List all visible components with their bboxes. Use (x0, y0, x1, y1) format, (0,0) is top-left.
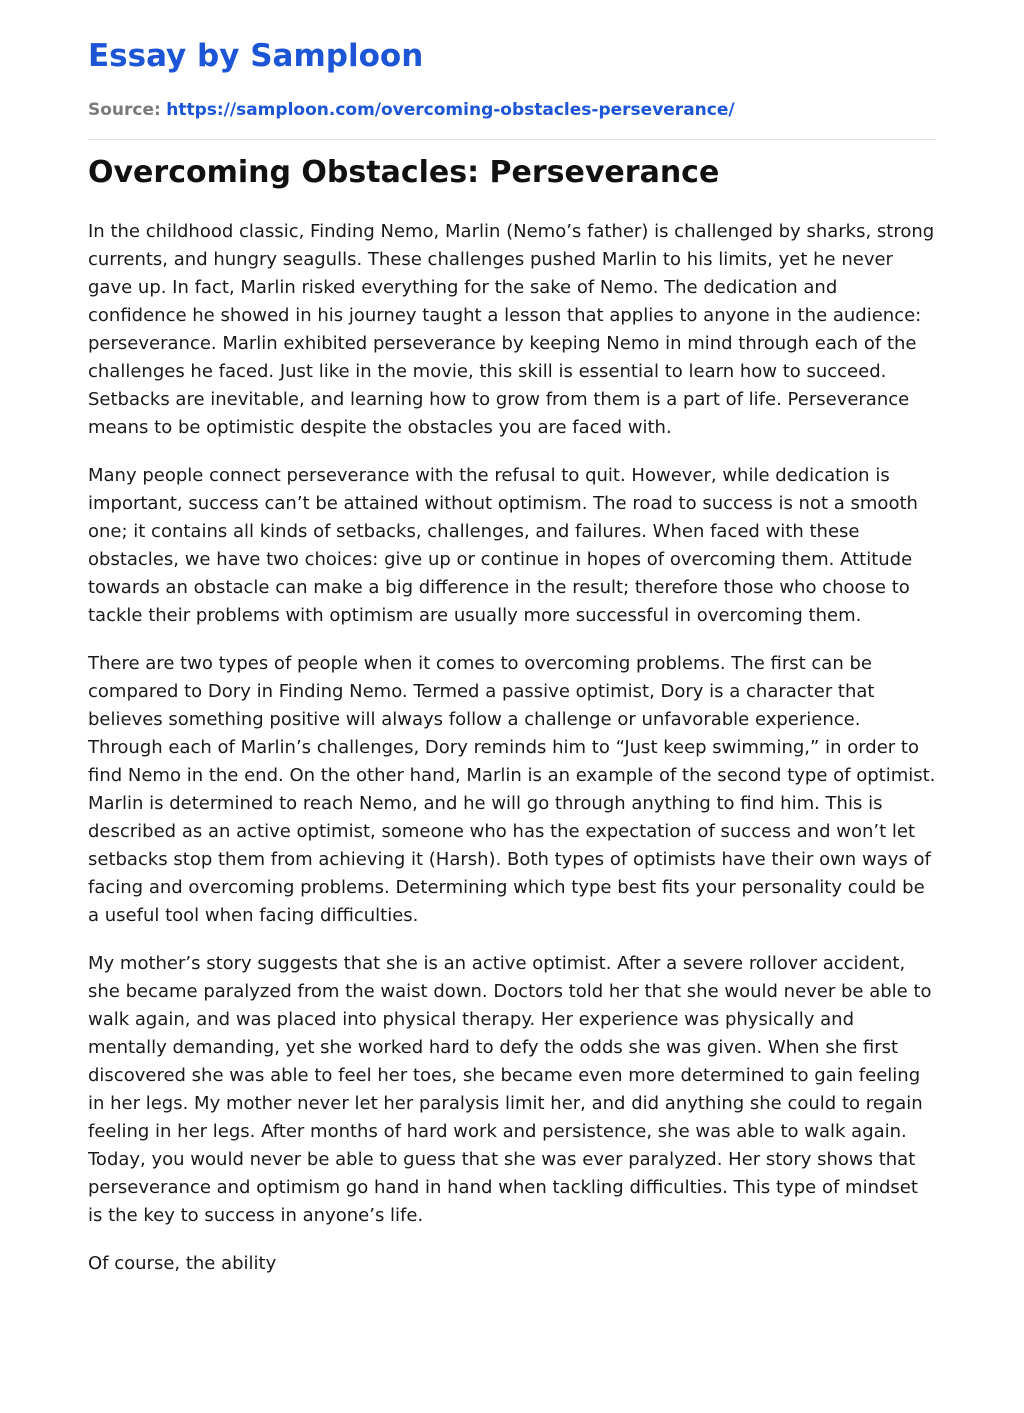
source-label: Source: (88, 100, 161, 120)
source-link[interactable]: https://samploon.com/overcoming-obstacles-perseverance/ (166, 100, 735, 120)
divider (88, 139, 936, 140)
essay-body (88, 218, 936, 1278)
essay-paragraph: Many people connect perseverance with the refusal to quit. However, while dedication is important, success can’t be attained without optimism. The road to success is not a smooth one; it contains all kinds of setbacks, challenges, and failures. When faced with these obstacles, we have two choices: give up or continue in hopes of overcoming them. Attitude towards an obstacle can make a big difference in the result; therefore those who choose to tackle their problems with optimism are usually more successful in overcoming them. (88, 465, 918, 626)
site-brand[interactable]: Essay by Samploon (88, 38, 424, 74)
essay-paragraph-truncated: Of course, the ability (88, 1253, 277, 1274)
essay-paragraph: In the childhood classic, Finding Nemo, Marlin (Nemo’s father) is challenged by sharks, strong currents, and hungry seagulls. These challenges pushed Marlin to his limits, yet he never gave up. In fact, Marlin risked everything for the sake of Nemo. The dedication and confidence he showed in his journey taught a lesson that applies to anyone in the audience: perseverance. Marlin exhibited perseverance by keeping Nemo in mind through each of the challenges he faced. Just like in the movie, this skill is essential to learn how to succeed. Setbacks are inevitable, and learning how to grow from them is a part of life. Perseverance means to be optimistic despite the obstacles you are faced with. (88, 221, 935, 438)
essay-paragraph: There are two types of people when it comes to overcoming problems. The first can be compared to Dory in Finding Nemo. Termed a passive optimist, Dory is a character that believes something positive will always follow a challenge or unfavorable experience. Through each of Marlin’s challenges, Dory reminds him to “Just keep swimming,” in order to find Nemo in the end. On the other hand, Marlin is an example of the second type of optimist. Marlin is determined to reach Nemo, and he will go through anything to find him. This is described as an active optimist, someone who has the expectation of success and won’t let setbacks stop them from achieving it (Harsh). Both types of optimists have their own ways of facing and overcoming problems. Determining which type best fits your personality could be a useful tool when facing difficulties. (88, 653, 936, 926)
essay-title: Overcoming Obstacles: Perseverance (88, 155, 720, 190)
source-line (88, 98, 936, 122)
essay-paragraph: My mother’s story suggests that she is an active optimist. After a severe rollover accident, she became paralyzed from the waist down. Doctors told her that she would never be able to walk again, and was placed into physical therapy. Her experience was physically and mentally demanding, yet she worked hard to defy the odds she was given. When she first discovered she was able to feel her toes, she became even more determined to gain feeling in her legs. My mother never let her paralysis limit her, and did anything she could to regain feeling in her legs. After months of hard work and persistence, she was able to walk again. Today, you would never be able to guess that she was ever paralyzed. Her story shows that perseverance and optimism go hand in hand when tackling difficulties. This type of mindset is the key to success in anyone’s life. (88, 953, 932, 1226)
